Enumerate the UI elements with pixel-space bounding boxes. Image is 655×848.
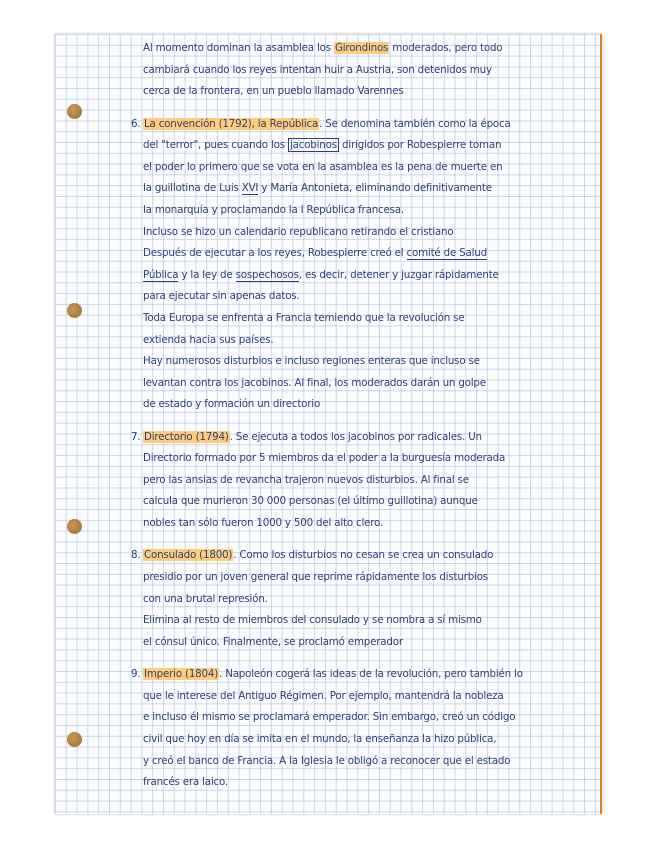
text-line: Directorio formado por 5 miembros da el poder a la burguesía moderada — [143, 452, 506, 465]
section-title: Consulado (1800) — [144, 549, 233, 562]
section-convencion — [131, 114, 583, 416]
text-line: Hay numerosos disturbios e incluso regiones enteras que incluso se — [143, 355, 480, 368]
underlined-sospechosos: sospechosos — [235, 268, 299, 281]
text-line: levantan contra los jacobinos. Al final, los moderados darán un golpe — [143, 376, 486, 389]
text-line: extienda hacia sus países. — [143, 333, 274, 346]
underlined-publica: Pública — [143, 268, 179, 281]
text-line: cambiará cuando los reyes intentan huir a Austria, son detenidos muy — [143, 63, 492, 76]
binder-hole — [67, 732, 82, 747]
text-line: que le interese del Antiguo Régimen. Por ejemplo, mantendrá la nobleza — [143, 689, 504, 702]
underlined-comite: comité de Salud — [406, 247, 487, 260]
text-line: el cónsul único. Finalmente, se proclamó emperador — [143, 635, 403, 648]
section-title: Directorio (1794) — [144, 430, 229, 443]
section-directorio — [131, 427, 583, 535]
intro-paragraph — [143, 38, 583, 103]
text-line: e incluso él mismo se proclamará emperador. Sin embargo, creó un código — [143, 711, 516, 724]
boxed-jacobinos: jacobinos — [289, 139, 337, 152]
text-line: y creó el banco de Francia. A la Iglesia le obligó a reconocer que el estado — [143, 754, 511, 767]
handwritten-notes — [131, 38, 583, 794]
text-line: presidio por un joven general que reprime rápidamente los disturbios — [143, 571, 488, 584]
text-line: pero las ansias de revancha trajeron nuevos disturbios. Al final se — [143, 473, 469, 486]
section-heading-line: 8. Consulado (1800). Como los disturbios no cesan se crea un consulado — [143, 545, 583, 567]
text-line: del "terror", pues cuando los jacobinos dirigidos por Robespierre toman — [143, 139, 502, 152]
text-line: la guillotina de Luis XVI y María Antonieta, eliminando definitivamente — [143, 182, 492, 195]
text-line: cerca de la frontera, en un pueblo llamado Varennes — [143, 85, 404, 98]
text-line: de estado y formación un directorio — [143, 398, 321, 411]
section-consulado — [131, 545, 583, 653]
section-heading-line: 7. Directorio (1794). Se ejecuta a todos los jacobinos por radicales. Un — [143, 427, 583, 449]
section-title: La convención (1792), la República — [144, 117, 319, 130]
section-title: Imperio (1804) — [144, 668, 219, 681]
text-line: la monarquía y proclamando la I República francesa. — [143, 203, 404, 216]
highlight-girondinos: Girondinos — [334, 42, 389, 54]
text-line: civil que hoy en día se imita en el mundo, la enseñanza la hizo pública, — [143, 733, 497, 745]
text-line: Incluso se hizo un calendario republicano retirando el cristiano — [143, 225, 454, 238]
text-line: con una brutal represión. — [143, 592, 268, 605]
binder-hole — [67, 519, 82, 534]
text-line: el poder lo primero que se vota en la asamblea es la pena de muerte en — [143, 160, 503, 173]
underlined-xvi: XVI — [241, 182, 259, 195]
text-line: Después de ejecutar a los reyes, Robespierre creó el comité de Salud — [143, 247, 487, 260]
section-number: 8. — [131, 549, 141, 562]
text-line: Elimina al resto de miembros del consulado y se nombra a sí mismo — [143, 614, 482, 627]
section-number: 7. — [131, 430, 141, 443]
text-line: francés era laico. — [143, 776, 228, 789]
text-line: Pública y la ley de sospechosos, es decir, detener y juzgar rápidamente — [143, 268, 499, 281]
text-line: calcula que murieron 30 000 personas (el último guillotina) aunque — [143, 495, 478, 508]
text-line: para ejecutar sin apenas datos. — [143, 290, 300, 303]
binder-hole — [67, 303, 82, 318]
section-heading-line: 6. La convención (1792), la República. Se denomina también como la época — [143, 114, 583, 136]
text-line: Toda Europa se enfrenta a Francia temiendo que la revolución se — [143, 311, 465, 324]
section-number: 6. — [131, 117, 141, 130]
text-line: Al momento dominan la asamblea los Girondinos moderados, pero todo — [143, 42, 503, 54]
text-line: nobles tan sólo fueron 1000 y 500 del alto clero. — [143, 517, 384, 530]
section-imperio — [131, 664, 583, 794]
binder-hole — [67, 104, 82, 119]
section-heading-line: 9. Imperio (1804). Napoleón cogerá las ideas de la revolución, pero también lo — [143, 664, 583, 686]
section-number: 9. — [131, 668, 141, 681]
